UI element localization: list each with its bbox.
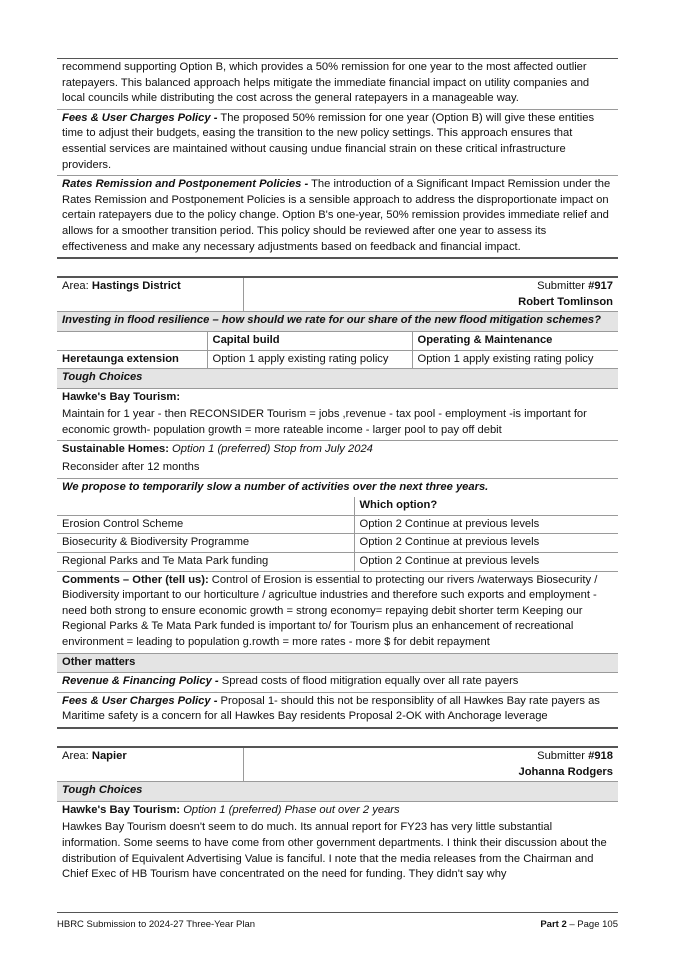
- col-capital-header: Capital build: [207, 332, 412, 350]
- flood-heading: Investing in flood resilience – how should we rate for our share of the new flood mitigation schemes?: [57, 312, 618, 332]
- table-row: [57, 515, 618, 534]
- activity-name: Regional Parks and Te Mata Park funding: [57, 553, 354, 572]
- tourism-text: Maintain for 1 year - then RECONSIDER Tourism = jobs ,revenue - tax pool - employment -is important for economic growth- population growth = more rateable income - larger pool to pay off debit: [57, 405, 618, 441]
- scheme-capital-choice: Option 1 apply existing rating policy: [207, 350, 412, 369]
- footer-title: HBRC Submission to 2024-27 Three-Year Plan: [57, 919, 256, 930]
- sustainable-homes-text: Reconsider after 12 months: [57, 458, 618, 479]
- area-value: Hastings District: [91, 280, 181, 293]
- col-operating-header: Operating & Maintenance: [412, 332, 618, 350]
- submitter-name: Robert Tomlinson: [518, 295, 613, 308]
- document-page: [57, 58, 618, 885]
- tourism-label-row: Hawke's Bay Tourism: Option 1 (preferred) Phase out over 2 years: [62, 803, 400, 816]
- activity-option: Option 2 Continue at previous levels: [354, 515, 618, 534]
- activity-option: Option 2 Continue at previous levels: [354, 534, 618, 553]
- table-row: [57, 553, 618, 572]
- other-matters-heading: Other matters: [57, 654, 618, 674]
- area-cell: Area: Hastings District: [62, 280, 181, 293]
- area-cell: Area: Napier: [62, 749, 127, 762]
- rates-policy-label: Rates Remission and Postponement Policies -: [62, 178, 309, 191]
- submitter-cell: Submitter #918 Johanna Rodgers: [243, 747, 618, 782]
- table-row: [57, 534, 618, 553]
- tourism-label-row: Hawke's Bay Tourism:: [62, 390, 181, 403]
- tourism-text: Hawkes Bay Tourism doesn't seem to do much. Its annual report for FY23 has very little substantial information. Some seems to have come from other government departments. I think their discussion about the distribution of Equivalent Advertising Value is fanciful. I note that the media releases from the Chairman and Chief Exec of HB Tourism have concentrated on the need for funding. They didn't say why: [62, 821, 607, 881]
- intro-text: recommend supporting Option B, which provides a 50% remission for one year to the most affected outlier ratepayers. This balanced approach helps mitigate the immediate financial impact on utility companies and local councils while distributing the cost across the general ratepayers in a manageable way.: [62, 61, 590, 105]
- tough-choices-heading: Tough Choices: [57, 369, 618, 389]
- tough-choices-heading: Tough Choices: [57, 782, 618, 802]
- comments-paragraph: Comments – Other (tell us): Control of Erosion is essential to protecting our rivers /waterways Biosecurity / Biodiversity important to our horticulture / agricultue industries and therefore such exports and employment - need both strong to ensure economic growth = strong economy= repaying debit shorter term Keeping our Regional Parks & Te Mata Park funded is important to/ for Tourism plus an enhancement of recreational environment = leading to population g.rowth = more rates - more $ for debit repayment: [57, 572, 618, 654]
- intro-paragraph: [57, 58, 618, 110]
- page-footer: [57, 912, 618, 930]
- fees-policy-row: Fees & User Charges Policy - Proposal 1- should this not be responsiblity of all Hawkes Bay rate payers as Maritime safety is a concern for all Hawkes Bay residents Proposal 2-OK with Anchorage leverage: [57, 693, 618, 729]
- submitter-number: #918: [588, 749, 613, 762]
- scheme-operating-choice: Option 1 apply existing rating policy: [412, 350, 618, 369]
- rates-policy-text: The introduction of a Significant Impact Remission under the Rates Remission and Postponement Policies is a sensible approach to address the disproportionate impact on certain ratepayers due to the policy change. Option B's one-year, 50% remission provides immediate relief and allows for a smoother transition period. This policy should be reviewed after one year to assess its effectiveness and make any necessary adjustments based on feedback and financial impact.: [62, 178, 611, 253]
- slow-activities-heading: We propose to temporarily slow a number of activities over the next three years.: [62, 480, 489, 493]
- fees-policy-label: Fees & User Charges Policy -: [62, 111, 218, 124]
- flood-scheme-table: [57, 332, 618, 369]
- submission-917-header: [57, 276, 618, 312]
- revenue-policy-row: Revenue & Financing Policy - Spread costs of flood mitigration equally over all rate payers: [57, 673, 618, 693]
- footer-page: Part 2 – Page 105: [540, 919, 618, 930]
- area-value: Napier: [91, 749, 127, 762]
- activity-name: Biosecurity & Biodiversity Programme: [57, 534, 354, 553]
- activity-option: Option 2 Continue at previous levels: [354, 553, 618, 572]
- submission-918-header: [57, 746, 618, 782]
- submitter-number: #917: [588, 280, 613, 293]
- submitter-name: Johanna Rodgers: [518, 765, 613, 778]
- rates-policy-paragraph: [57, 176, 618, 259]
- activity-name: Erosion Control Scheme: [57, 515, 354, 534]
- which-option-header: Which option?: [354, 497, 618, 515]
- sustainable-homes-row: Sustainable Homes: Option 1 (preferred) Stop from July 2024: [62, 443, 373, 456]
- fees-policy-paragraph: [57, 110, 618, 176]
- fees-policy-text: The proposed 50% remission for one year (Option B) will give these entities time to adjust their budgets, easing the transition to the new policy settings. This approach ensures that essential services are maintained without causing undue financial strain on these critical infrastructure providers.: [62, 111, 595, 171]
- activities-table: [57, 497, 618, 571]
- scheme-name: Heretaunga extension: [57, 350, 207, 369]
- submitter-cell: Submitter #917 Robert Tomlinson: [243, 277, 618, 312]
